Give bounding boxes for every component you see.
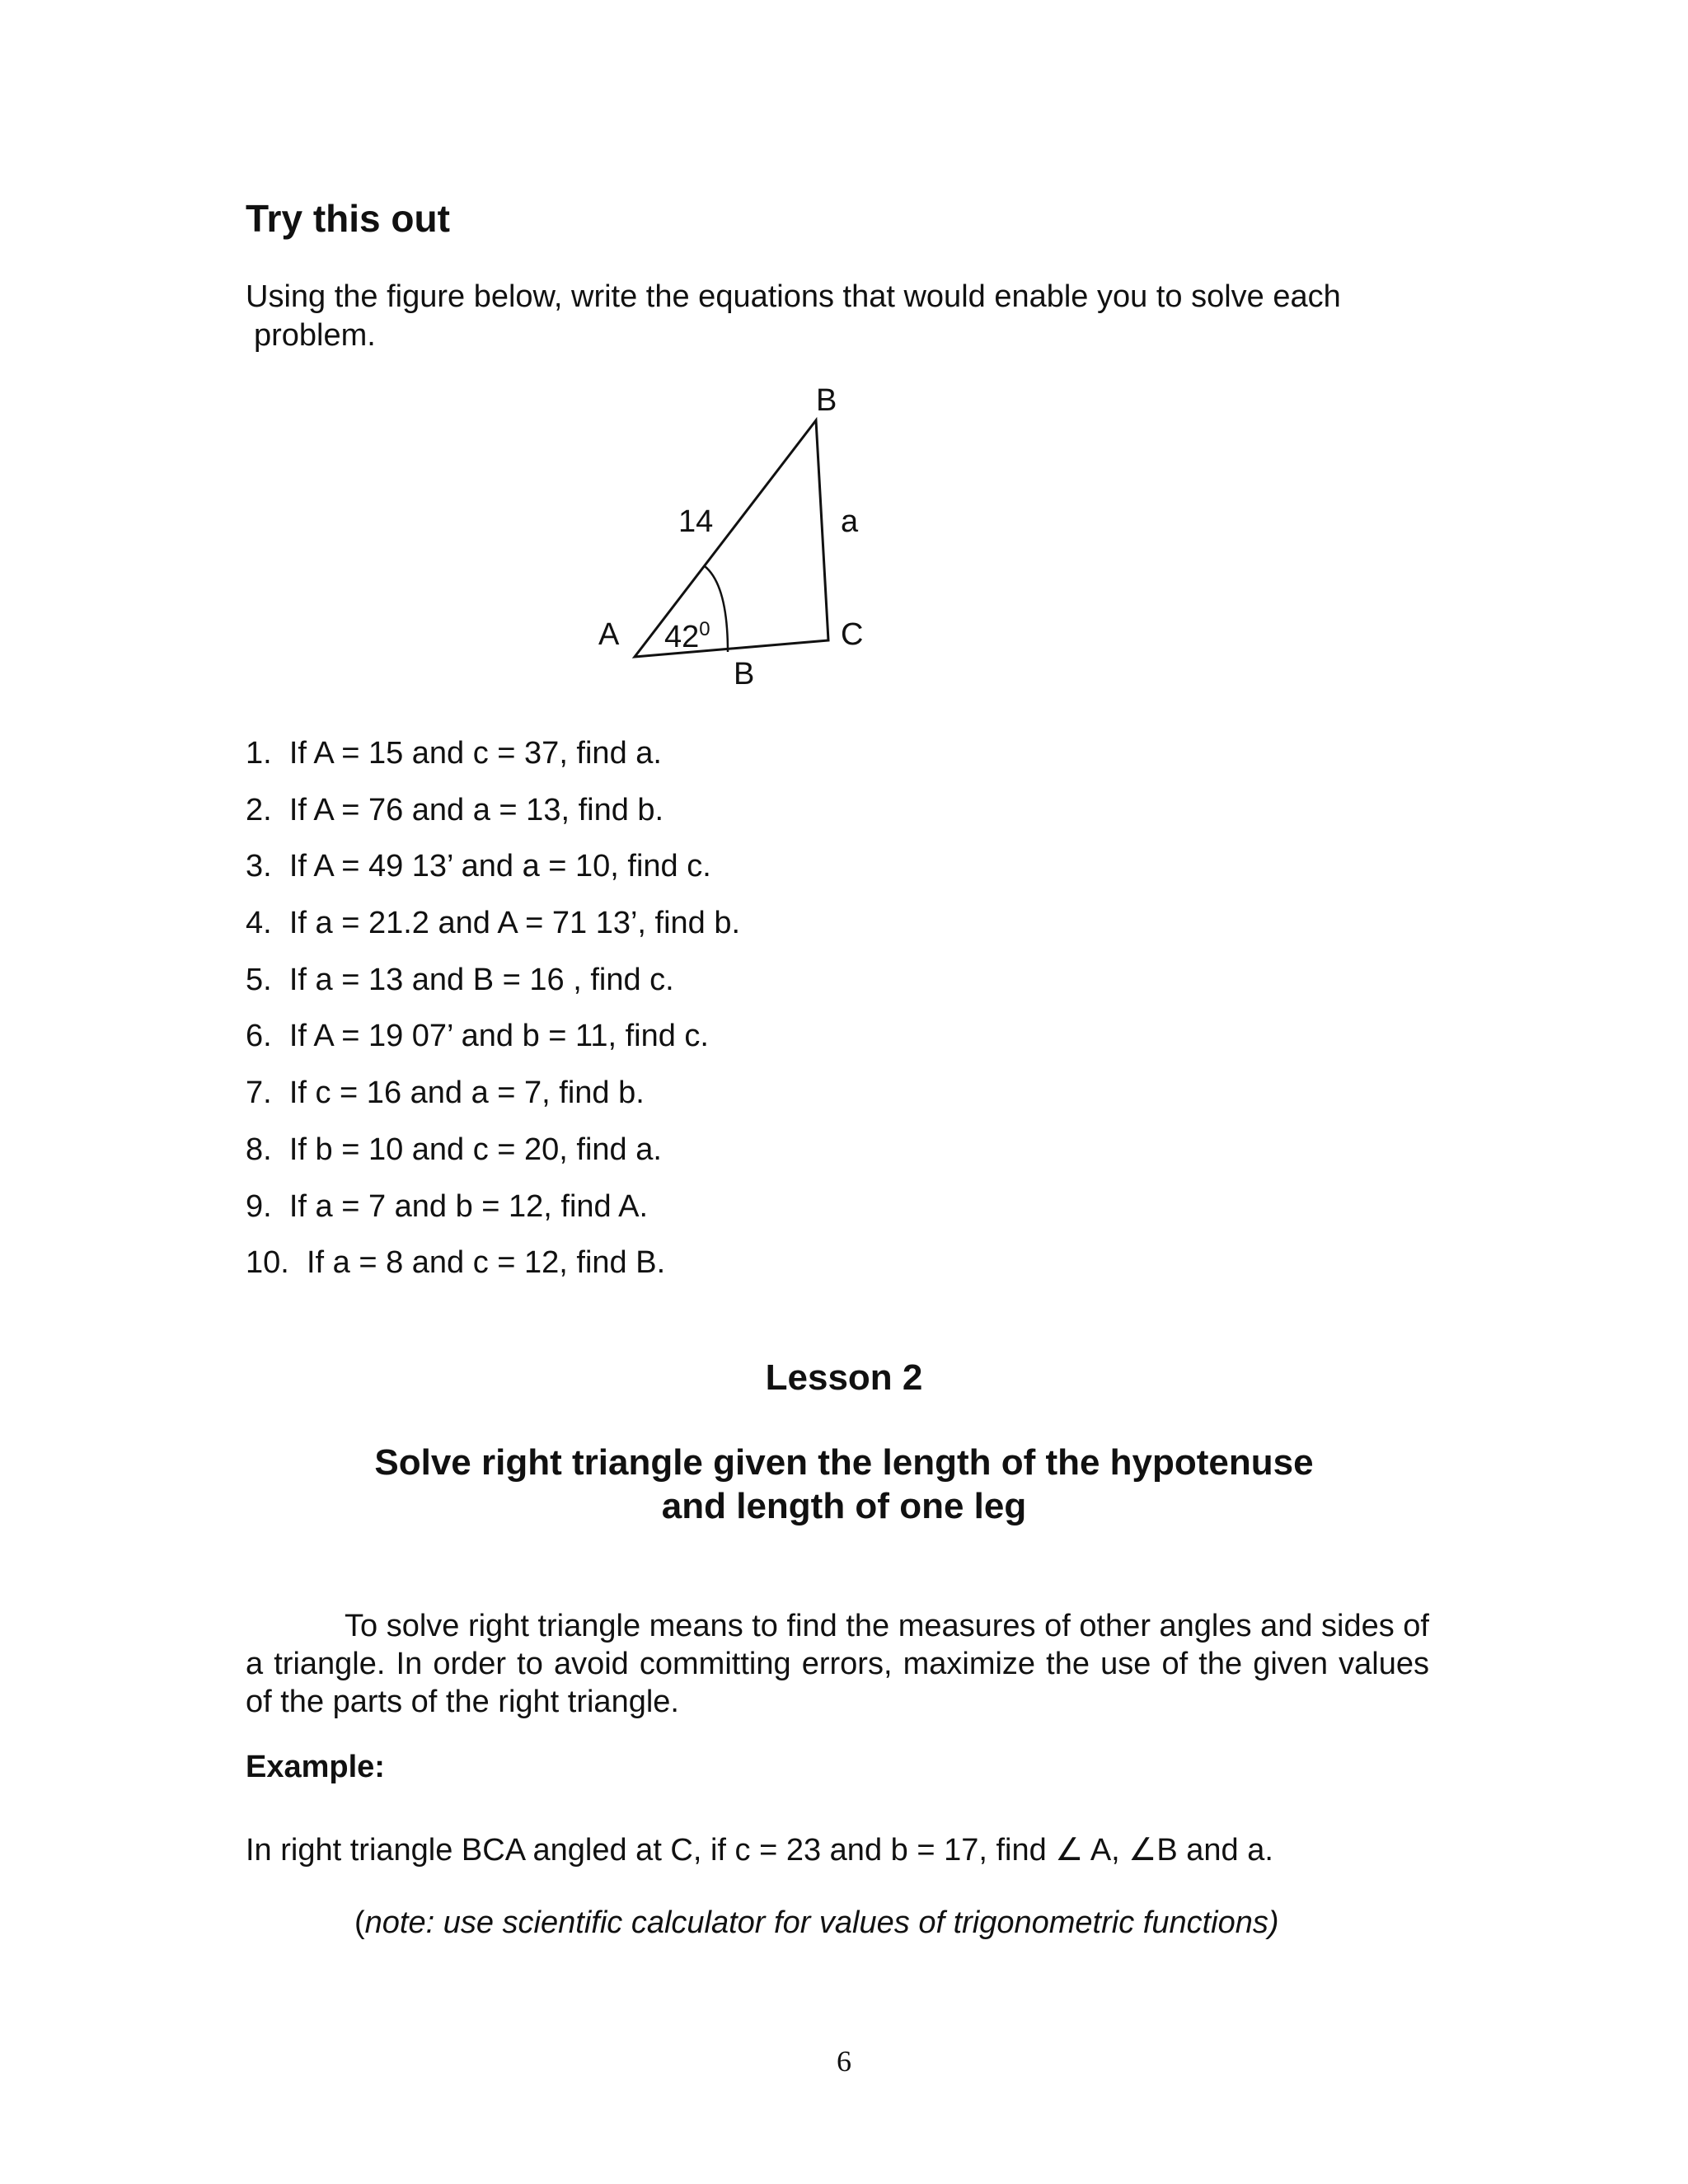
problem-text: If a = 7 and b = 12, find A. xyxy=(288,1188,649,1224)
problem-number: 8. xyxy=(246,1132,272,1167)
example-problem: In right triangle BCA angled at C, if c = 23 and b = 17, find ∠ A, ∠B and a. xyxy=(246,1833,1273,1868)
problem-text: If a = 13 and B = 16 , find c. xyxy=(288,962,674,997)
problem-list xyxy=(246,725,740,1291)
problem-item xyxy=(246,1008,740,1065)
problem-item xyxy=(246,1235,740,1291)
problem-number: 4. xyxy=(246,906,272,941)
problem-item xyxy=(246,1122,740,1179)
problem-text: If A = 49 13’ and a = 10, find c. xyxy=(288,849,711,884)
problem-text: If b = 10 and c = 20, find a. xyxy=(288,1132,662,1167)
problem-item xyxy=(246,1179,740,1235)
vertex-label-left: A xyxy=(598,617,620,652)
problem-item xyxy=(246,725,740,782)
lesson-heading: Lesson 2 xyxy=(765,1357,923,1398)
angle-label xyxy=(664,618,710,654)
section-title: Try this out xyxy=(246,197,450,240)
problem-number: 6. xyxy=(246,1019,272,1054)
note-text: note: use scientific calculator for values of trigonometric functions) xyxy=(364,1905,1279,1940)
calculator-note xyxy=(354,1905,1279,1941)
problem-number: 9. xyxy=(246,1188,272,1224)
problem-text: If a = 8 and c = 12, find B. xyxy=(306,1245,666,1281)
triangle-diagram xyxy=(569,379,915,709)
example-label: Example: xyxy=(246,1750,385,1784)
angle-superscript: 0 xyxy=(699,618,710,640)
problem-item xyxy=(246,895,740,952)
base-label: B xyxy=(734,657,755,691)
problem-number: 5. xyxy=(246,962,272,997)
problem-text: If A = 76 and a = 13, find b. xyxy=(288,792,664,827)
leg-label: a xyxy=(841,504,859,539)
page-number: 6 xyxy=(837,2045,851,2078)
intro-paragraph: To solve right triangle means to find the measures of other angles and sides of a triangle. In order to avoid committing errors, maximize the use of the given values of the parts of the right triangle. xyxy=(246,1609,1429,1719)
problem-number: 10. xyxy=(246,1245,289,1281)
note-open-paren: ( xyxy=(354,1905,365,1940)
problem-item xyxy=(246,838,740,895)
problem-text: If A = 19 07’ and b = 11, find c. xyxy=(288,1019,709,1054)
vertex-label-right: C xyxy=(841,617,864,652)
problem-number: 2. xyxy=(246,792,272,827)
triangle-figure xyxy=(569,379,915,709)
lesson-subtitle xyxy=(0,1441,1688,1528)
problem-item xyxy=(246,952,740,1009)
problem-item xyxy=(246,1065,740,1122)
hypotenuse-label: 14 xyxy=(678,504,714,539)
problem-number: 3. xyxy=(246,849,272,884)
problem-number: 1. xyxy=(246,736,272,771)
lesson-subtitle-line-2: and length of one leg xyxy=(661,1486,1027,1526)
problem-item xyxy=(246,782,740,839)
problem-text: If A = 15 and c = 37, find a. xyxy=(288,736,662,771)
problem-text: If a = 21.2 and A = 71 13’, find b. xyxy=(288,906,741,941)
vertex-label-top: B xyxy=(816,383,837,418)
instructions xyxy=(246,278,1482,355)
instructions-line-2: problem. xyxy=(254,318,376,353)
lesson-subtitle-line-1: Solve right triangle given the length of the hypotenuse xyxy=(374,1442,1314,1483)
problem-number: 7. xyxy=(246,1076,272,1111)
problem-text: If c = 16 and a = 7, find b. xyxy=(288,1076,645,1111)
angle-value: 42 xyxy=(664,620,700,654)
instructions-line-1: Using the figure below, write the equations that would enable you to solve each xyxy=(246,279,1341,314)
